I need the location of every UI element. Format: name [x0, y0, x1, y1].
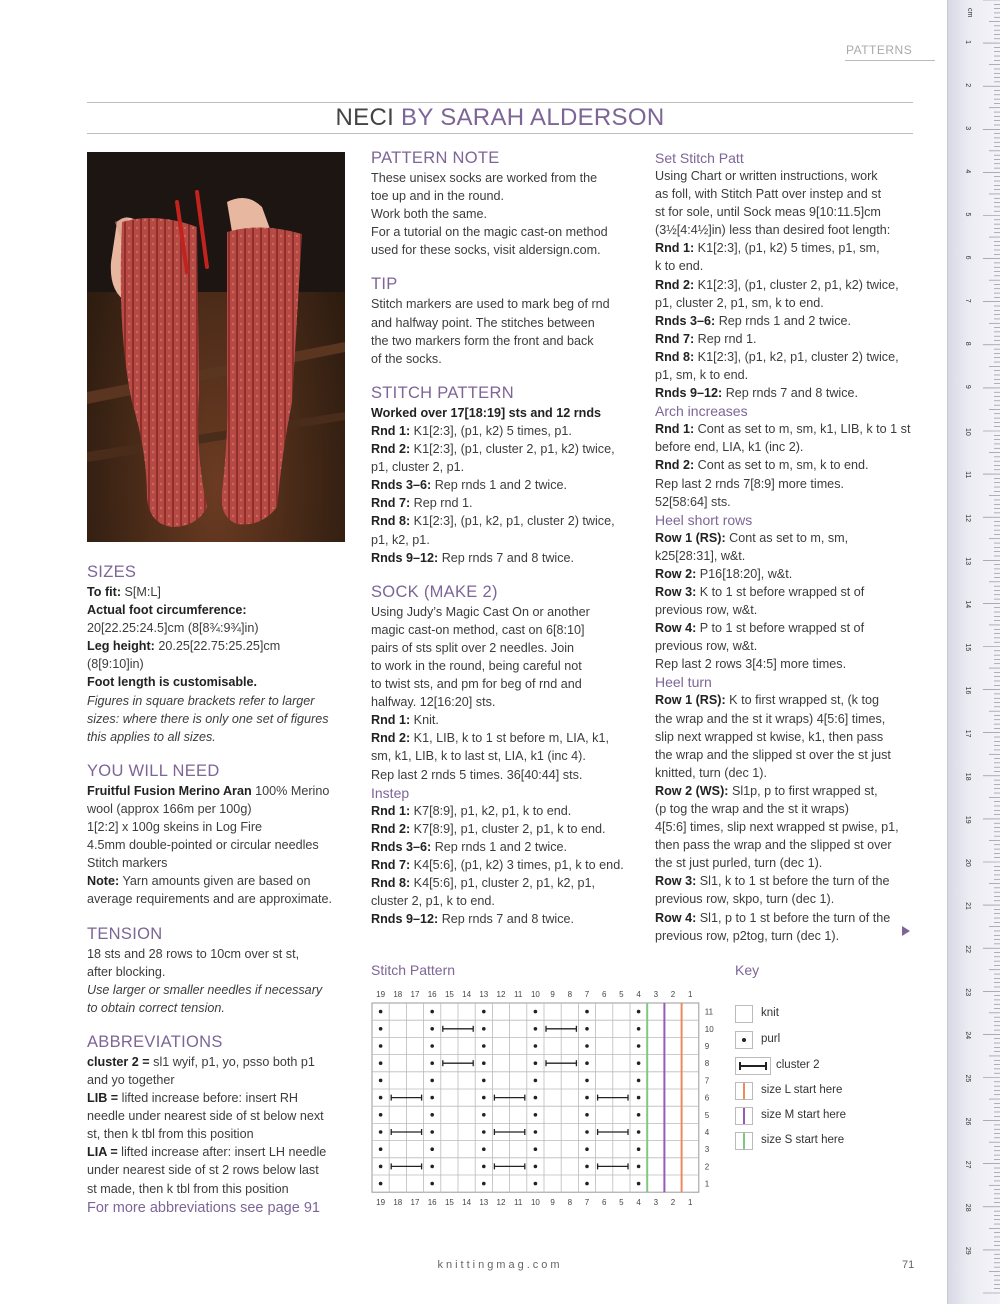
key-label-size-m: size M start here: [761, 1109, 846, 1121]
ruler-number: 2: [964, 83, 971, 88]
size-line: Leg height: 20.25[22.75:25.25]cm: [87, 639, 281, 654]
ruler-number: 27: [964, 1160, 971, 1169]
turn-line: slip next wrapped st kwise, k1, then pass: [655, 729, 884, 744]
ruler-number: 8: [964, 341, 971, 346]
purl-dot: [379, 1182, 383, 1186]
sock-heading: SOCK (MAKE 2): [371, 582, 498, 601]
chart-col-label: 12: [496, 1198, 506, 1208]
purl-dot: [585, 1061, 589, 1065]
tip-heading: TIP: [371, 275, 398, 294]
arch-line: Rep last 2 rnds 7[8:9] more times.: [655, 476, 844, 491]
section-label: PATTERNS: [846, 43, 913, 57]
need-line: Fruitful Fusion Merino Aran 100% Merino: [87, 783, 330, 798]
purl-dot: [534, 1165, 538, 1169]
purl-dot: [637, 1096, 641, 1100]
purl-dot: [430, 1165, 434, 1169]
purl-dot: [585, 1182, 589, 1186]
key-label-knit: knit: [761, 1007, 779, 1019]
sizes-note: sizes: where there is only one set of figures: [87, 711, 329, 726]
ruler-number: 9: [964, 384, 971, 389]
chart-col-label: 14: [462, 990, 472, 999]
more-abbreviations-link[interactable]: For more abbreviations see page 91: [87, 1199, 320, 1216]
chart-col-label: 1: [687, 1198, 693, 1208]
purl-dot: [637, 1165, 641, 1169]
ruler-number: 20: [964, 859, 971, 867]
continue-arrow-icon: [902, 926, 910, 936]
instep-line: cluster 2, p1, k to end.: [371, 894, 495, 909]
stitch-line: Rnd 7: Rep rnd 1.: [371, 496, 473, 511]
arch-heading: Arch increases: [655, 403, 748, 420]
purl-dot: [637, 1130, 641, 1134]
chart-row-label: 4: [704, 1128, 710, 1137]
ruler-number: 19: [964, 815, 971, 824]
ruler-number: 5: [964, 212, 971, 217]
abbr-line: under nearest side of st 2 rows below last: [87, 1163, 319, 1178]
purl-dot: [430, 1113, 434, 1117]
chart-col-label: 13: [479, 990, 489, 999]
chart-row-label: 9: [704, 1042, 710, 1051]
purl-dot: [585, 1027, 589, 1031]
need-line: average requirements and are approximate.: [87, 892, 333, 907]
tension-note: Use larger or smaller needles if necessary: [87, 982, 323, 997]
abbr-list: [87, 1053, 352, 1198]
chart-col-label: 12: [496, 990, 506, 999]
chart-col-label: 3: [653, 1198, 659, 1208]
ruler-number: 24: [964, 1031, 971, 1040]
purl-dot: [534, 1182, 538, 1186]
set-line: Rnd 1: K1[2:3], (p1, k2) 5 times, p1, sm,: [655, 241, 880, 256]
purl-dot: [585, 1130, 589, 1134]
purl-dot: [585, 1096, 589, 1100]
sock-line: Rnd 2: K1, LIB, k to 1 st before m, LIA, k1,: [371, 731, 609, 746]
arch-line: Rnd 1: Cont as set to m, sm, k1, LIB, k to 1 st: [655, 422, 911, 437]
arch-line: Rnd 2: Cont as set to m, sm, k to end.: [655, 458, 869, 473]
stitch-line: Rnd 8: K1[2:3], (p1, k2, p1, cluster 2) twice,: [371, 514, 615, 529]
page-title: [87, 104, 913, 132]
heel-line: previous row, w&t.: [655, 603, 758, 618]
turn-line: previous row, skpo, turn (dec 1).: [655, 892, 835, 907]
chart-row-label: 10: [704, 1024, 714, 1034]
chart-col-label: 3: [653, 990, 659, 999]
purl-dot: [430, 1061, 434, 1065]
pattern-note-heading: PATTERN NOTE: [371, 149, 500, 167]
chart-title: Stitch Pattern: [371, 962, 456, 978]
chart-col-label: 17: [410, 990, 420, 999]
turn-line: knitted, turn (dec 1).: [655, 765, 767, 780]
purl-dot: [379, 1096, 383, 1100]
purl-dot: [534, 1130, 538, 1134]
heel-short-rows-heading: Heel short rows: [655, 511, 753, 528]
cluster-key-icon: [735, 1057, 771, 1075]
set-line: Rnd 7: Rep rnd 1.: [655, 331, 757, 346]
tip-line: and halfway point. The stitches between: [371, 315, 595, 330]
sock-line: Using Judy’s Magic Cast On or another: [371, 604, 590, 619]
sizes-note: Figures in square brackets refer to larger: [87, 693, 315, 708]
size-line: Foot length is customisable.: [87, 675, 258, 690]
chart-col-label: 16: [427, 990, 437, 999]
turn-line: 4[5:6] times, slip next wrapped st pwise, p1,: [655, 820, 899, 835]
tension-note: to obtain correct tension.: [87, 1000, 225, 1015]
purl-dot: [430, 1130, 434, 1134]
chart-col-label: 11: [514, 1198, 523, 1208]
page-number: 71: [902, 1259, 915, 1271]
ruler-number: 28: [964, 1203, 971, 1212]
turn-line: the wrap and the slipped st over the st just: [655, 747, 891, 762]
tension-line: after blocking.: [87, 964, 166, 979]
heel-line: Row 3: K to 1 st before wrapped st of: [655, 584, 865, 599]
chart-col-label: 11: [514, 990, 523, 999]
purl-dot: [637, 1061, 641, 1065]
key-title: Key: [735, 962, 760, 978]
stitch-line: Rnds 9–12: Rep rnds 7 and 8 twice.: [371, 550, 575, 565]
size-line: (8[9:10]in): [87, 657, 144, 672]
purl-dot: [430, 1147, 434, 1151]
purl-dot: [585, 1044, 589, 1048]
stitch-line: p1, cluster 2, p1.: [371, 460, 465, 475]
purl-dot: [585, 1010, 589, 1014]
chart-row-label: 6: [704, 1093, 710, 1103]
purl-dot: [482, 1010, 486, 1014]
purl-dot: [534, 1079, 538, 1083]
arch-line: 52[58:64] sts.: [655, 494, 731, 509]
chart-row-label: 7: [704, 1076, 710, 1086]
set-line: (3½[4:4½]in) less than desired foot length:: [655, 223, 891, 238]
sizes-heading: SIZES: [87, 563, 137, 581]
turn-line: Row 2 (WS): Sl1p, p to first wrapped st,: [655, 783, 878, 798]
chart-col-label: 17: [410, 1198, 420, 1208]
size-s-key-icon: [735, 1132, 753, 1150]
instep-line: Rnd 2: K7[8:9], p1, cluster 2, p1, k to end.: [371, 821, 606, 836]
chart-col-label: 4: [636, 990, 641, 999]
set-line: Rnd 2: K1[2:3], (p1, cluster 2, p1, k2) twice,: [655, 277, 899, 292]
ruler-number: 29: [964, 1246, 971, 1255]
purl-dot: [379, 1147, 383, 1151]
purl-dot: [637, 1027, 641, 1031]
set-line: Rnd 8: K1[2:3], (p1, k2, p1, cluster 2) twice,: [655, 349, 899, 364]
purl-dot: [379, 1044, 383, 1048]
ruler-number: 21: [964, 902, 971, 910]
purl-dot: [637, 1010, 641, 1014]
ruler-number: 26: [964, 1117, 971, 1126]
ruler: [947, 0, 1000, 1304]
chart-col-label: 1: [687, 990, 693, 999]
ruler-number: 12: [964, 514, 971, 522]
purl-dot: [482, 1147, 486, 1151]
sock-line: magic cast-on method, cast on 6[8:10]: [371, 622, 585, 637]
purl-dot: [534, 1010, 538, 1014]
purl-dot: [637, 1147, 641, 1151]
sizes-note: this applies to all sizes.: [87, 729, 216, 744]
abbr-line: LIB = lifted increase before: insert RH: [87, 1091, 299, 1106]
ruler-number: 11: [964, 471, 971, 479]
stitch-line: Rnds 3–6: Rep rnds 1 and 2 twice.: [371, 478, 568, 493]
purl-dot: [430, 1182, 434, 1186]
purl-dot: [534, 1061, 538, 1065]
need-line: wool (approx 166m per 100g): [87, 801, 252, 816]
section-rule: [845, 60, 935, 61]
chart-col-label: 10: [530, 1198, 540, 1208]
turn-line: then pass the wrap and the slipped st over: [655, 838, 892, 853]
purl-dot: [585, 1147, 589, 1151]
chart-row-label: 1: [704, 1179, 710, 1189]
tension-heading: TENSION: [87, 924, 163, 943]
purl-dot: [534, 1044, 538, 1048]
size-line: Actual foot circumference:: [87, 603, 247, 618]
need-line: 4.5mm double-pointed or circular needles: [87, 838, 319, 853]
turn-line: Row 1 (RS): K to first wrapped st, (k tog: [655, 693, 879, 708]
key-label-size-s: size S start here: [761, 1134, 845, 1146]
key-label-purl: purl: [761, 1033, 781, 1045]
purl-dot: [534, 1096, 538, 1100]
abbr-heading: ABBREVIATIONS: [87, 1032, 223, 1051]
purl-dot: [482, 1044, 486, 1048]
chart-col-label: 6: [601, 990, 607, 999]
instep-heading: Instep: [371, 784, 410, 801]
title-author: BY SARAH ALDERSON: [394, 104, 665, 131]
heel-line: Row 1 (RS): Cont as set to m, sm,: [655, 530, 849, 545]
chart-col-label: 7: [584, 990, 590, 999]
size-line: 20[22.25:24.5]cm (8[8¾:9¾]in): [87, 621, 259, 636]
sock-line: Rnd 1: Knit.: [371, 713, 439, 728]
ruler-number: 4: [964, 169, 971, 174]
ruler-number: 3: [964, 126, 971, 131]
purl-dot: [379, 1010, 383, 1014]
size-line: To fit: S[M:L]: [87, 585, 161, 599]
purl-dot: [534, 1113, 538, 1117]
tip-line: of the socks.: [371, 351, 442, 366]
purl-dot: [482, 1027, 486, 1031]
knit-key-icon: [735, 1005, 753, 1023]
turn-line: the st just purled, turn (dec 1).: [655, 856, 823, 871]
heel-line: previous row, w&t.: [655, 639, 758, 654]
ruler-number: 13: [964, 557, 971, 566]
chart-col-label: 19: [376, 990, 386, 999]
size-m-key-icon: [735, 1107, 753, 1125]
stitch-line: p1, k2, p1.: [371, 532, 430, 547]
purl-dot: [430, 1096, 434, 1100]
tip-line: the two markers form the front and back: [371, 333, 594, 348]
title-rule-top: [87, 102, 913, 103]
set-line: Rnds 3–6: Rep rnds 1 and 2 twice.: [655, 313, 852, 328]
chart-row-label: 8: [704, 1059, 710, 1069]
chart-col-label: 9: [550, 1198, 555, 1208]
need-line: Note: Yarn amounts given are based on: [87, 874, 311, 889]
chart-col-label: 7: [584, 1198, 590, 1208]
heel-line: Row 2: P16[18:20], w&t.: [655, 566, 793, 581]
set-line: st for sole, until Sock meas 9[10:11.5]cm: [655, 205, 881, 220]
purl-dot: [637, 1044, 641, 1048]
ruler-number: 7: [964, 298, 971, 303]
set-line: k to end.: [655, 259, 704, 274]
ruler-number: 15: [964, 643, 971, 652]
abbr-line: st made, then k tbl from this position: [87, 1181, 289, 1196]
purl-dot: [379, 1165, 383, 1169]
instep-line: Rnd 8: K4[5:6], p1, cluster 2, p1, k2, p1,: [371, 876, 596, 890]
purl-dot: [482, 1079, 486, 1083]
need-heading: YOU WILL NEED: [87, 761, 220, 780]
note-line: Work both the same.: [371, 207, 487, 222]
sock-illustration: [87, 152, 345, 542]
purl-key-icon: [735, 1031, 753, 1049]
chart-col-label: 14: [462, 1198, 472, 1208]
note-line: toe up and in the round.: [371, 189, 505, 204]
ruler-number: 18: [964, 772, 971, 781]
purl-dot: [379, 1079, 383, 1083]
chart-col-label: 2: [670, 990, 676, 999]
title-rule-bottom: [87, 133, 913, 134]
ruler-number: 22: [964, 945, 971, 953]
chart-row-label: 5: [704, 1110, 710, 1120]
ruler-number: 17: [964, 729, 971, 738]
chart-col-label: 5: [619, 990, 624, 999]
set-line: p1, sm, k to end.: [655, 368, 749, 383]
chart-col-label: 9: [550, 990, 555, 999]
chart-col-label: 8: [567, 990, 573, 999]
purl-dot: [482, 1130, 486, 1134]
set-line: p1, cluster 2, p1, sm, k to end.: [655, 295, 824, 310]
turn-line: the wrap and the st it wraps) 4[5:6] times,: [655, 711, 886, 726]
purl-dot: [430, 1010, 434, 1014]
sock-line: halfway. 12[16:20] sts.: [371, 695, 496, 710]
purl-dot: [482, 1113, 486, 1117]
ruler-unit: cm: [966, 8, 973, 18]
ruler-number: 14: [964, 600, 971, 609]
chart-col-label: 4: [636, 1198, 641, 1208]
stitch-pattern-heading: STITCH PATTERN: [371, 383, 514, 402]
purl-dot: [482, 1061, 486, 1065]
purl-dot: [585, 1113, 589, 1117]
set-line: as foll, with Stitch Patt over instep and st: [655, 187, 882, 202]
instep-line: Rnd 1: K7[8:9], p1, k2, p1, k to end.: [371, 803, 572, 818]
turn-line: (p tog the wrap and the st it wraps): [655, 802, 849, 816]
ruler-number: 16: [964, 686, 971, 695]
sizes-list: [87, 583, 352, 746]
column-2: [371, 147, 641, 928]
chart-col-label: 18: [393, 1198, 403, 1208]
instep-line: Rnds 3–6: Rep rnds 1 and 2 twice.: [371, 839, 568, 854]
key-label-cluster: cluster 2: [776, 1059, 820, 1071]
ruler-number: 10: [964, 428, 971, 436]
sock-photo: [87, 152, 345, 542]
purl-dot: [482, 1165, 486, 1169]
chart-col-label: 8: [567, 1198, 573, 1208]
note-line: For a tutorial on the magic cast-on method: [371, 225, 608, 240]
chart-col-label: 15: [444, 1198, 454, 1208]
stitch-line: Worked over 17[18:19] sts and 12 rnds: [371, 405, 602, 420]
ruler-ticks: [948, 0, 1000, 1304]
purl-dot: [534, 1147, 538, 1151]
purl-dot: [430, 1027, 434, 1031]
purl-dot: [482, 1096, 486, 1100]
heel-line: Rep last 2 rows 3[4:5] more times.: [655, 657, 847, 672]
purl-dot: [637, 1113, 641, 1117]
chart-col-label: 10: [530, 990, 540, 999]
chart-col-label: 13: [479, 1198, 489, 1208]
need-line: Stitch markers: [87, 856, 168, 871]
abbr-line: and yo together: [87, 1072, 175, 1087]
purl-dot: [637, 1079, 641, 1083]
instep-line: Rnds 9–12: Rep rnds 7 and 8 twice.: [371, 912, 575, 927]
size-l-key-icon: [735, 1082, 753, 1100]
purl-dot: [534, 1027, 538, 1031]
abbr-line: needle under nearest side of st below next: [87, 1109, 324, 1124]
stitch-line: Rnd 2: K1[2:3], (p1, cluster 2, p1, k2) twice,: [371, 442, 615, 457]
chart-col-label: 18: [393, 990, 403, 999]
turn-line: Row 4: Sl1, p to 1 st before the turn of the: [655, 910, 891, 925]
abbr-line: st, then k tbl from this position: [87, 1127, 254, 1142]
need-line: 1[2:2] x 100g skeins in Log Fire: [87, 820, 263, 835]
chart-col-label: 6: [601, 1198, 607, 1208]
stitch-chart: [366, 986, 720, 1214]
heel-line: k25[28:31], w&t.: [655, 548, 746, 563]
chart-row-label: 3: [704, 1145, 710, 1155]
ruler-number: 6: [964, 255, 971, 260]
chart-col-label: 5: [619, 1198, 624, 1208]
sock-line: to twist sts, and pm for beg of rnd and: [371, 677, 582, 692]
purl-dot: [585, 1165, 589, 1169]
purl-dot: [585, 1079, 589, 1083]
ruler-number: 25: [964, 1074, 971, 1083]
sock-line: pairs of sts split over 2 needles. Join: [371, 640, 575, 655]
purl-dot: [379, 1113, 383, 1117]
heel-line: Row 4: P to 1 st before wrapped st of: [655, 621, 865, 636]
arch-line: before end, LIA, k1 (inc 2).: [655, 440, 804, 455]
sock-line: Rep last 2 rnds 5 times. 36[40:44] sts.: [371, 767, 583, 782]
purl-dot: [430, 1044, 434, 1048]
chart-col-label: 16: [427, 1198, 437, 1208]
heel-turn-heading: Heel turn: [655, 674, 712, 691]
chart-row-label: 2: [704, 1162, 710, 1172]
turn-line: previous row, p2tog, turn (dec 1).: [655, 928, 840, 943]
chart-col-label: 19: [376, 1198, 386, 1208]
note-line: used for these socks, visit aldersign.com.: [371, 243, 601, 258]
ruler-number: 1: [964, 40, 971, 45]
need-list: [87, 782, 352, 909]
footer-url: knittingmag.com: [437, 1259, 563, 1271]
stitch-line: Rnd 1: K1[2:3], (p1, k2) 5 times, p1.: [371, 423, 572, 438]
note-line: These unisex socks are worked from the: [371, 171, 598, 185]
sock-line: sm, k1, LIB, k to last st, LIA, k1 (inc 4).: [371, 749, 586, 764]
chart-row-label: 11: [704, 1007, 714, 1017]
purl-dot: [379, 1061, 383, 1065]
chart-col-label: 15: [444, 990, 454, 999]
purl-dot: [482, 1182, 486, 1186]
column-3: [655, 149, 925, 945]
tip-line: Stitch markers are used to mark beg of rnd: [371, 297, 610, 312]
purl-dot: [379, 1027, 383, 1031]
abbr-line: LIA = lifted increase after: insert LH needle: [87, 1145, 327, 1160]
chart-col-label: 2: [670, 1198, 676, 1208]
key-label-size-l: size L start here: [761, 1084, 843, 1096]
set-stitch-heading: Set Stitch Patt: [655, 150, 744, 166]
abbr-line: cluster 2 = sl1 wyif, p1, yo, psso both p1: [87, 1054, 315, 1069]
set-line: Using Chart or written instructions, work: [655, 169, 878, 183]
sock-line: to work in the round, being careful not: [371, 658, 582, 673]
instep-line: Rnd 7: K4[5:6], (p1, k2) 3 times, p1, k to end.: [371, 857, 624, 872]
title-name: NECI: [335, 104, 395, 131]
column-1: [87, 561, 352, 1218]
purl-dot: [637, 1182, 641, 1186]
turn-line: Row 3: Sl1, k to 1 st before the turn of the: [655, 874, 890, 889]
tension-line: 18 sts and 28 rows to 10cm over st st,: [87, 946, 300, 961]
set-line: Rnds 9–12: Rep rnds 7 and 8 twice.: [655, 386, 859, 401]
purl-dot: [430, 1079, 434, 1083]
ruler-number: 23: [964, 988, 971, 997]
purl-dot: [379, 1130, 383, 1134]
